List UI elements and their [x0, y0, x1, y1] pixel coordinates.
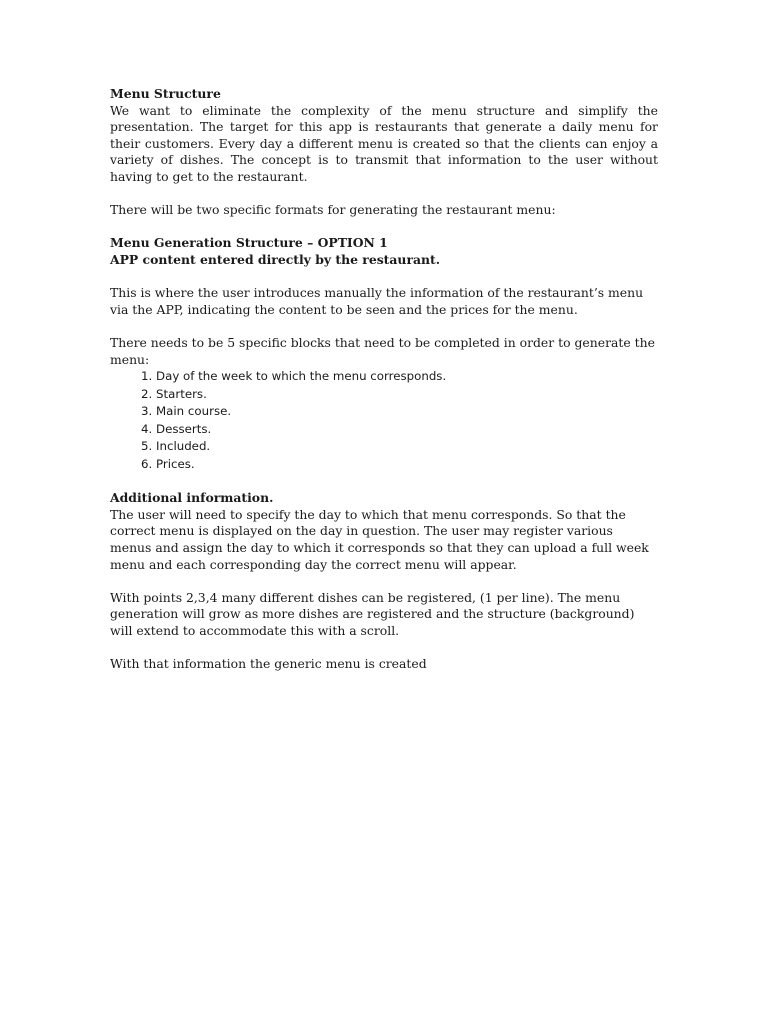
- intro-paragraph: We want to eliminate the complexity of the menu structure and simplify the presentation. The target for this app is restaurants that generate a daily menu for their customers. Every day a different menu is created so that the clients can enjoy a variety of dishes. The concept is to transmit that information to the user without having to get to the restaurant.: [110, 102, 658, 184]
- list-item: 2. Starters.: [156, 386, 658, 404]
- additional-info-heading: Additional information.: [110, 490, 274, 506]
- spacer: [110, 219, 658, 236]
- spacer: [110, 640, 658, 657]
- option1-paragraph: This is where the user introduces manually the information of the restaurant’s menu via the APP, indicating the content to be seen and the prices for the menu.: [110, 285, 644, 317]
- additional-paragraph-2: With points 2,3,4 many different dishes can be registered, (1 per line). The menu generation will grow as more dishes are registered and the structure (background) will extend to accommodate this with a scroll.: [110, 589, 635, 638]
- blocks-intro-paragraph: There needs to be 5 specific blocks that need to be completed in order to generate the menu:: [110, 334, 655, 367]
- list-item: 6. Prices.: [156, 456, 658, 474]
- spacer: [110, 318, 658, 335]
- formats-intro-paragraph: There will be two specific formats for generating the restaurant menu:: [110, 202, 556, 218]
- document-page: [110, 86, 658, 673]
- option1-heading: Menu Generation Structure – OPTION 1: [110, 235, 388, 251]
- section-heading-menu-structure: Menu Structure: [110, 86, 221, 101]
- blocks-list: [110, 368, 658, 474]
- list-item: 1. Day of the week to which the menu corresponds.: [156, 368, 658, 386]
- list-item: 5. Included.: [156, 438, 658, 456]
- spacer: [110, 186, 658, 203]
- list-item: 4. Desserts.: [156, 421, 658, 439]
- additional-paragraph-1: The user will need to specify the day to which that menu corresponds. So that the correct menu is displayed on the day in question. The user may register various menus and assign the day to which it corresponds so that they can upload a full week menu and each corresponding day the correct menu will appear.: [110, 506, 649, 572]
- spacer: [110, 474, 658, 491]
- additional-paragraph-3: With that information the generic menu is created: [110, 656, 427, 672]
- spacer: [110, 269, 658, 286]
- list-item: 3. Main course.: [156, 403, 658, 421]
- spacer: [110, 573, 658, 590]
- option1-subheading: APP content entered directly by the restaurant.: [110, 251, 441, 267]
